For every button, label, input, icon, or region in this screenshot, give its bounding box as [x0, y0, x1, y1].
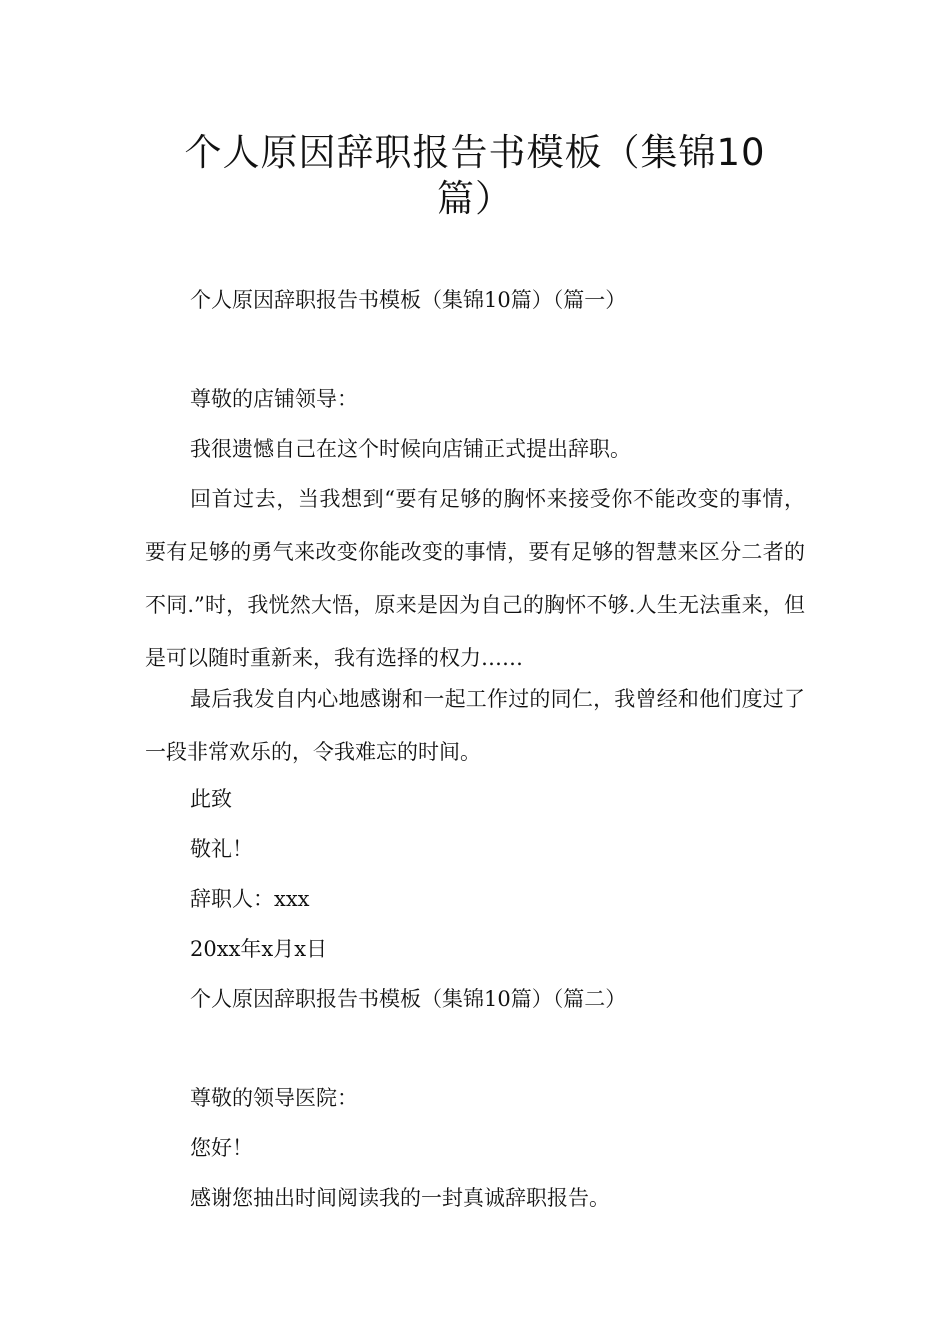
greeting-2: 您好！ [190, 1136, 253, 1160]
section-heading-2: 个人原因辞职报告书模板（集锦10篇）（篇二） [190, 987, 627, 1011]
paragraph-1-3: 最后我发自内心地感谢和一起工作过的同仁，我曾经和他们度过了一段非常欢乐的，令我难忘的时间。 [145, 687, 805, 764]
closing-line-1: 此致 [190, 787, 232, 811]
paragraph-2-1: 感谢您抽出时间阅读我的一封真诚辞职报告。 [190, 1186, 610, 1210]
signer-line: 辞职人：xxx [190, 887, 310, 911]
paragraph-1-1: 我很遗憾自己在这个时候向店铺正式提出辞职。 [190, 437, 631, 461]
section-heading-1: 个人原因辞职报告书模板（集锦10篇）（篇一） [190, 288, 627, 312]
salutation-2: 尊敬的领导医院： [190, 1086, 358, 1110]
salutation-1: 尊敬的店铺领导： [190, 387, 358, 411]
document-title [150, 130, 800, 222]
paragraph-1-2: 回首过去，当我想到“要有足够的胸怀来接受你不能改变的事情，要有足够的勇气来改变你能改变的事情，要有足够的智慧来区分二者的不同.”时，我恍然大悟，原来是因为自己的胸怀不够.人生无法重来，但是可以随时重新来，我有选择的权力…… [145, 487, 805, 670]
document-title-line-1: 个人原因辞职报告书模板（集锦10 [184, 131, 766, 174]
document-title-line-2: 篇） [437, 177, 513, 220]
date-line: 20xx年x月x日 [190, 937, 328, 961]
closing-line-2: 敬礼！ [190, 837, 253, 861]
